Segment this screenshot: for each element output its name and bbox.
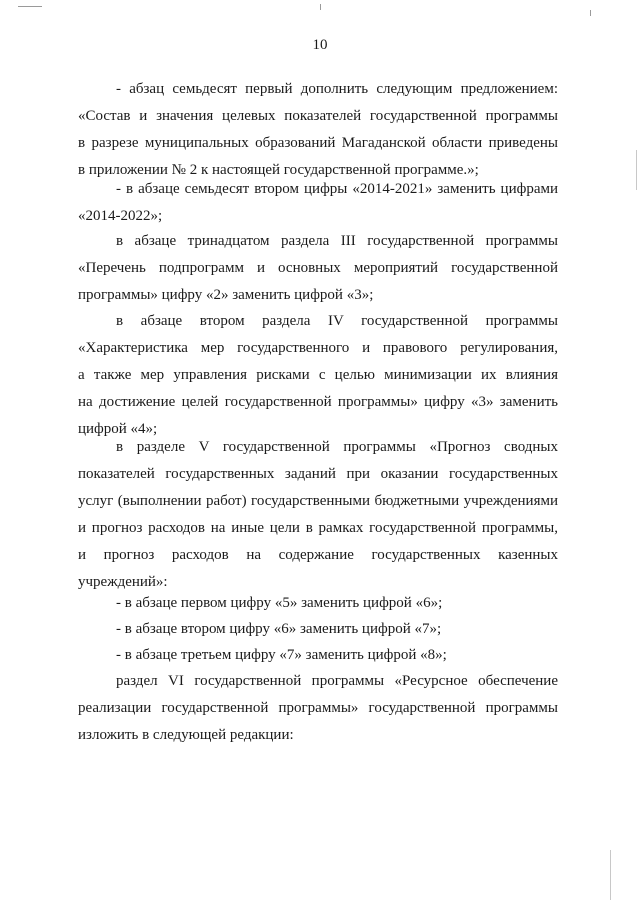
text-line: «Характеристика мер государственного и правового регулирования, [78,340,558,356]
paragraph [78,616,558,643]
scan-artifact [610,850,611,900]
text-line: в абзаце втором раздела IV государственной программы [116,313,558,329]
text-line: в разрезе муниципальных образований Магаданской области приведены [78,135,558,151]
text-line: а также мер управления рисками с целью минимизации их влияния [78,367,558,383]
text-line: - в абзаце третьем цифру «7» заменить цифрой «8»; [116,647,447,663]
text-line: - в абзаце семьдесят втором цифры «2014-2021» заменить цифрами [116,181,558,197]
page-number: 10 [312,37,328,53]
text-line: раздел VI государственной программы «Ресурсное обеспечение [116,673,558,689]
text-line: реализации государственной программы» государственной программы [78,700,558,716]
text-line: и прогноз расходов на иные цели в рамках государственной программы, [78,520,558,536]
scan-artifact [590,10,591,16]
text-line: цифрой «4»; [78,421,158,437]
text-line: - абзац семьдесят первый дополнить следующим предложением: [116,81,558,97]
text-line: на достижение целей государственной программы» цифру «3» заменить [78,394,558,410]
text-line: «Состав и значения целевых показателей государственной программы [78,108,558,124]
text-line: и прогноз расходов на содержание государственных казенных [78,547,558,563]
paragraph [78,642,558,669]
text-line: - в абзаце первом цифру «5» заменить цифрой «6»; [116,595,443,611]
text-line: показателей государственных заданий при оказании государственных [78,466,558,482]
text-line: учреждений»: [78,574,168,590]
paragraph [78,308,558,443]
paragraph [78,434,558,596]
text-line: в приложении № 2 к настоящей государственной программе.»; [78,162,479,178]
scan-artifact [18,6,42,7]
paragraph [78,228,558,309]
text-line: «Перечень подпрограмм и основных мероприятий государственной [78,260,558,276]
text-line: в разделе V государственной программы «Прогноз сводных [116,439,558,455]
paragraph [78,76,558,184]
text-line: «2014-2022»; [78,208,163,224]
scan-artifact [320,4,321,10]
text-line: в абзаце тринадцатом раздела III государственной программы [116,233,558,249]
text-line: изложить в следующей редакции: [78,727,294,743]
text-line: услуг (выполнении работ) государственными бюджетными учреждениями [78,493,558,509]
paragraph [78,590,558,617]
text-line: - в абзаце втором цифру «6» заменить цифрой «7»; [116,621,442,637]
paragraph [78,668,558,749]
scan-artifact [636,150,637,190]
text-line: программы» цифру «2» заменить цифрой «3»; [78,287,374,303]
paragraph [78,176,558,230]
